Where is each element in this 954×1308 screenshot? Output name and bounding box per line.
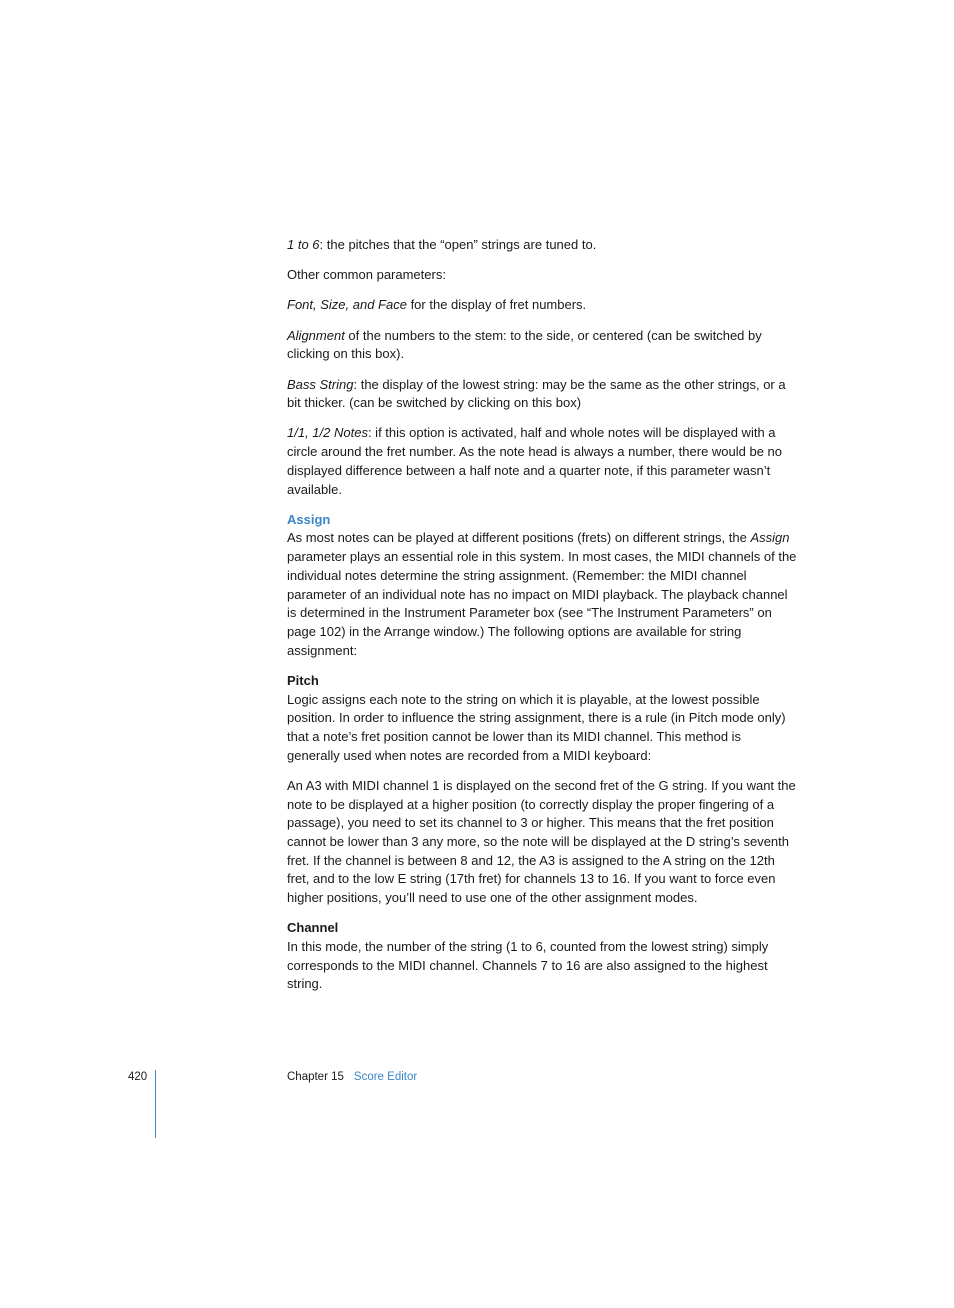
bass-string-term: Bass String [287,376,354,392]
bass-string-description: : the display of the lowest string: may be the same as the other strings, or a bit thicker. (can be switched by clicking on this box) [287,376,786,411]
channel-heading: Channel [287,920,339,936]
strings-tuning-paragraph [287,236,797,255]
assign-heading: Assign [287,511,331,527]
assign-text-end: parameter plays an essential role in this system. In most cases, the MIDI channels of the individual notes determine the string assignment. (Remember: the MIDI channel parameter of an individual note has no impact on MIDI playback. The playback channel is determined in the Instrument Parameter box (see “The Instrument Parameters” on page 102) in the Arrange window.) The following options are available for string assignment: [287,549,797,658]
assign-paragraph [287,529,797,660]
chapter-label: Chapter 15 [287,1071,344,1083]
a3-example-paragraph: An A3 with MIDI channel 1 is displayed on the second fret of the G string. If you want the note to be displayed at a higher position (to correctly display the proper fingering of a passage), you need to set its channel to 3 or higher. This means that the fret position cannot be lower than 3 any more, so the note will be displayed at the D string’s seventh fret. If the channel is between 8 and 12, the A3 is assigned to the A string on the 12th fret, and to the low E string (17th fret) for channels 13 to 16. If you want to force even higher positions, you’ll need to use one of the other assignment modes. [287,777,796,906]
page-body [287,236,797,1006]
alignment-term: Alignment [287,327,345,343]
font-term: Font, Size, and Face [287,297,407,313]
footer-divider [155,1070,156,1138]
notes-term: 1/1, 1/2 Notes [287,425,368,441]
pitch-heading: Pitch [287,672,319,688]
alignment-paragraph [287,327,797,364]
channel-paragraph: In this mode, the number of the string (1 to 6, counted from the lowest string) simply corresponds to the MIDI channel. Channels 7 to 16 are also assigned to the highest string. [287,939,769,992]
pitch-paragraph: Logic assigns each note to the string on which it is playable, at the lowest possible position. In order to influence the string assignment, there is a rule (in Pitch mode only) that a note’s fret position cannot be lower than its MIDI channel. This method is generally used when notes are recorded from a MIDI keyboard: [287,691,786,763]
alignment-description: of the numbers to the stem: to the side, or centered (can be switched by clicking on this box). [287,327,762,362]
font-paragraph [287,296,797,315]
bass-string-paragraph [287,376,797,413]
other-parameters-intro: Other common parameters: [287,267,446,283]
page-number: 420 [128,1071,148,1083]
assign-term: Assign [750,530,790,546]
footer-chapter [287,1070,417,1085]
strings-description: : the pitches that the “open” strings are tuned to. [319,237,597,252]
chapter-title-link[interactable]: Score Editor [353,1071,418,1083]
assign-text-start: As most notes can be played at different positions (frets) on different strings, the [287,530,751,546]
font-description: for the display of fret numbers. [406,297,587,313]
notes-description: : if this option is activated, half and whole notes will be displayed with a circle around the fret number. As the note head is always a number, there would be no displayed difference between a half note and a quarter note, if this parameter wasn’t available. [287,425,783,497]
notes-paragraph [287,424,797,499]
strings-term: 1 to 6 [287,237,320,252]
